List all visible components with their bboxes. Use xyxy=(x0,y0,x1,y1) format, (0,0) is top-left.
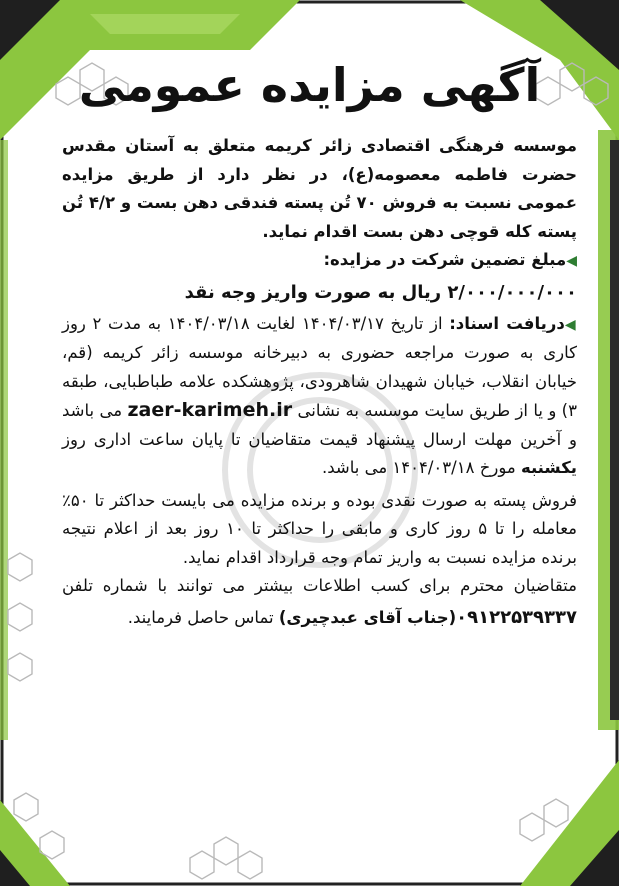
contact-text-2: تماس حاصل فرمایند. xyxy=(127,607,274,627)
guarantee-amount: ۲/۰۰۰/۰۰۰/۰۰۰ ریال به صورت واریز وجه نقد xyxy=(184,281,577,303)
green-arrow-icon: ◀ xyxy=(566,253,577,269)
page-title: آگهی مزایده عمومی xyxy=(78,58,541,112)
intro-paragraph: موسسه فرهنگی اقتصادی زائر کریمه متعلق به آستان مقدس حضرت فاطمه معصومه(ع)، در نظر دارد از طریق مزایده عمومی نسبت به فروش ۷۰ تُن پسته فندقی دهن بست و ۴/۲ تُن پسته کله قوچی دهن بست اقدام نماید. xyxy=(62,136,578,241)
contact-name: (جناب آقای عبدچیری) xyxy=(278,607,457,627)
contact-paragraph xyxy=(62,572,577,635)
contact-phone[interactable]: ۰۹۱۲۲۵۳۹۳۳۷ xyxy=(456,606,577,628)
deadline-day: یکشنبه xyxy=(520,458,577,477)
sale-terms-paragraph: فروش پسته به صورت نقدی بوده و برنده مزایده می بایست حداکثر تا ۵۰٪ معامله را تا ۵ روز کاری و مابقی را حداکثر تا ۱۰ روز بعد از اعلام نتیجه برنده مزایده نسبت به واریز تمام وجه قرارداد اقدام نماید. xyxy=(62,490,577,567)
contact-text-1: متقاضیان محترم برای کسب اطلاعات بیشتر می توانند با شماره تلفن xyxy=(62,576,577,595)
documents-text-3: مورخ ۱۴۰۴/۰۳/۱۸ می باشد. xyxy=(321,458,516,477)
documents-text-1: از تاریخ ۱۴۰۴/۰۳/۱۷ لغایت ۱۴۰۴/۰۳/۱۸ به مدت ۲ روز کاری به صورت مراجعه حضوری به دبیرخانه موسسه زائر کریمه (قم، خیابان انقلاب، خیابان شهیدان شاهرودی، پژوهشکده علامه طباطبایی، طبقه ۳) و یا از طریق سایت موسسه به نشانی xyxy=(62,313,577,420)
guarantee-label: مبلغ تضمین شرکت در مزایده: xyxy=(323,250,567,269)
website-url[interactable]: zaer-karimeh.ir xyxy=(127,399,293,421)
documents-text-2: می باشد و آخرین مهلت ارسال پیشنهاد قیمت متقاضیان تا پایان ساعت اداری روز xyxy=(62,401,577,449)
documents-paragraph xyxy=(62,310,577,483)
green-arrow-icon: ◀ xyxy=(564,316,577,333)
documents-label: دریافت اسناد: xyxy=(449,313,565,333)
ad-body xyxy=(62,132,577,635)
guarantee-label-line xyxy=(62,246,577,276)
